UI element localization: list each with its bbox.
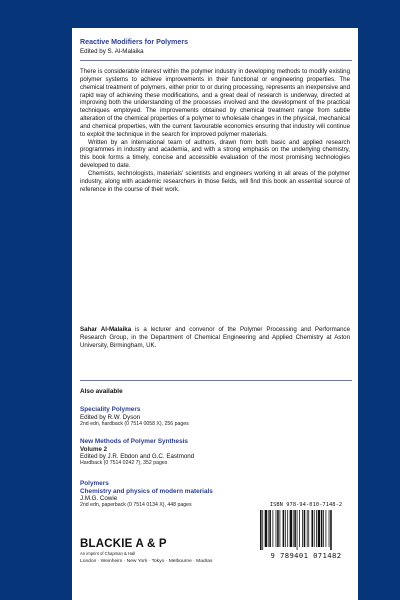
barcode-bar (272, 510, 273, 547)
header (80, 38, 352, 56)
barcode-bar (329, 510, 330, 547)
related-book-title: Speciality Polymers (80, 406, 141, 413)
barcode-bar (311, 510, 313, 547)
related-book-info: 2nd edn, hardback (0 7514 0058 X), 256 pages (80, 420, 189, 427)
author-bio (80, 326, 350, 350)
related-book-editors: Edited by R.W. Dyson (80, 413, 141, 421)
barcode-bar (294, 510, 296, 547)
related-book-author: J.M.G. Cowie (80, 495, 118, 502)
barcode-bar (323, 510, 324, 547)
barcode-bar (280, 510, 281, 547)
barcode-bar (268, 510, 269, 547)
related-book-volume: Volume 2 (80, 445, 108, 453)
barcode-bar (316, 510, 317, 547)
barcode-bar (297, 510, 298, 550)
barcode-bar (262, 510, 263, 550)
author-bio-text: is a lecturer and convenor of the Polymer Processing and Performance Research Group, in the Department of Chemical Engineering and Applied Chemistry at Aston University, Birmingham, UK. (80, 326, 350, 349)
also-available-heading: Also available (80, 388, 123, 395)
barcode-bar (276, 510, 277, 547)
barcode-bar (321, 510, 323, 547)
barcode-bar (308, 510, 309, 547)
abstract-paragraph: Written by an international team of authors, drawn from both basic and applied research programmes in industry and academia, and with a strong emphasis on the underlying chemistry, this book forms a timely, concise and accessible evaluation of the most promising technologies developed to date. (80, 138, 350, 170)
publisher-cities: London · Weinheim · New York · Tokyo · Melbourne · Madras (80, 559, 213, 564)
barcode-digits: 9 789401 071482 (270, 551, 342, 560)
barcode-bar (293, 510, 294, 547)
barcode-bar (314, 510, 315, 547)
related-book-title: Polymers (80, 480, 109, 487)
abstract-paragraph: Chemists, technologists, materials' scientists and engineers working in all areas of the polymer industry, along with academic researchers in those fields, will find this book an essential source of reference in the course of their work. (80, 169, 350, 193)
isbn-label: ISBN 978-94-010-7148-2 (269, 502, 343, 508)
barcode-bar (283, 510, 285, 547)
barcode-bar (304, 510, 306, 547)
related-book-title: New Methods of Polymer Synthesis (80, 438, 188, 445)
barcode-bar (318, 510, 320, 547)
related-book-subtitle: Chemistry and physics of modern materials (80, 487, 213, 495)
barcode-bar (265, 510, 267, 547)
barcode-bar (307, 510, 308, 547)
top-divider (80, 60, 352, 61)
barcode-bar (299, 510, 300, 547)
related-book-info: 2nd edn, paperback (0 7514 0134 X), 448 pages (80, 502, 192, 509)
related-book (80, 406, 352, 428)
book-editor: Edited by S. Al-Malaika (80, 48, 144, 55)
book-title: Reactive Modifiers for Polymers (80, 38, 189, 46)
barcode-bar (269, 510, 271, 547)
content-panel (72, 28, 358, 600)
publisher (80, 538, 260, 564)
publisher-logo: BLACKIE A & P (80, 538, 167, 550)
related-book (80, 438, 352, 467)
barcode-bar (330, 510, 332, 550)
barcode-bars (258, 510, 354, 550)
author-name: Sahar Al-Malaika (80, 326, 132, 333)
barcode-bar (277, 510, 279, 547)
related-book-info: Hardback (0 7514 0242 7), 352 pages (80, 460, 168, 467)
abstract-paragraph: There is considerable interest within the polymer industry in developing methods to modify existing polymer systems to achieve improvements in their functional or engineering properties. The chemical treatment of polymers, either prior to or during processing, represents an inexpensive and rapid way of achieving these modifications, and a great deal of research is underway, directed at improving both the understanding of the processes involved and the development of the practical techniques employed. The improvements obtained by chemical treatment range from subtle alteration of the chemical properties of a polymer to wholesale changes in the physical, mechanical and chemical properties, with the current favourable economics ensuring that industry will continue to exploit the technique in the search for improved polymer materials. (80, 68, 350, 138)
barcode-bar (302, 510, 303, 547)
isbn-barcode-block (258, 502, 354, 566)
barcode-bar (326, 510, 327, 547)
publisher-imprint: An imprint of Chapman & Hall (80, 551, 136, 556)
bottom-divider (80, 380, 352, 381)
barcode (258, 510, 354, 550)
related-book-editors: Edited by J.R. Ebdon and G.C. Eastmond (80, 452, 195, 460)
barcode-bar (287, 510, 288, 547)
barcode-bar (260, 510, 262, 550)
barcode-bar (285, 510, 286, 547)
abstract (80, 68, 350, 194)
barcode-bar (290, 510, 292, 547)
